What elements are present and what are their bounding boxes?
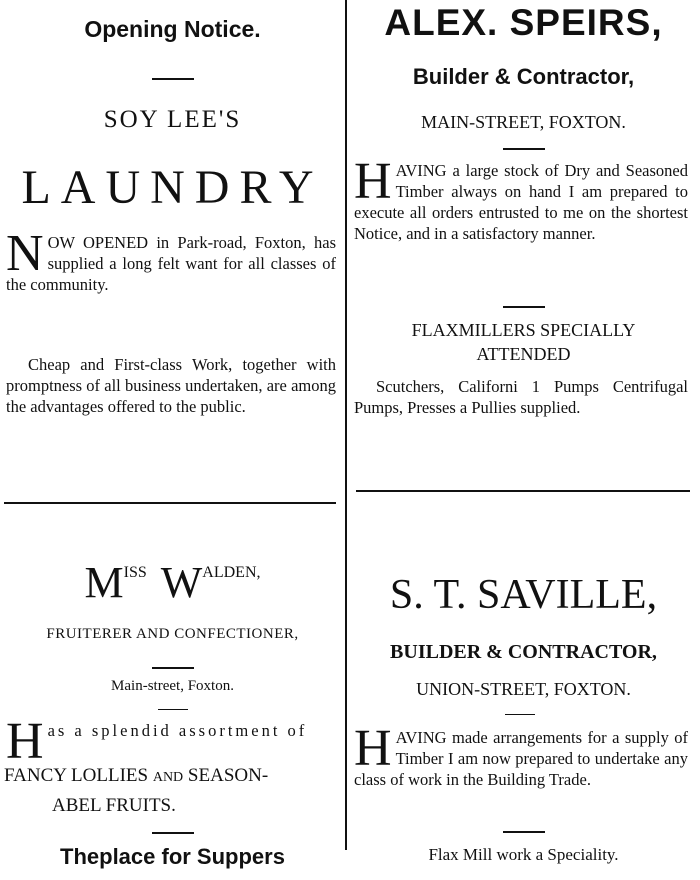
divider-rule	[503, 306, 545, 308]
flaxmillers-line-2: ATTENDED	[476, 344, 571, 364]
saville-trade: BUILDER & CONTRACTOR,	[390, 641, 657, 663]
section-rule	[356, 490, 690, 492]
divider-rule	[152, 667, 194, 669]
miss-walden-advertisement	[0, 505, 345, 880]
saville-paragraph-text: AVING made arrangements for a supply of Timber I am now prepared to undertake any class of work in the Building Trade.	[354, 728, 688, 789]
season-text: SEASON-	[183, 765, 269, 786]
walden-name	[0, 557, 345, 608]
divider-rule	[505, 714, 535, 715]
flaxmillers-line-1: FLAXMILLERS SPECIALLY	[411, 320, 636, 340]
lollies-text: FANCY LOLLIES	[4, 765, 153, 786]
divider-rule	[503, 148, 545, 150]
soy-lee-opening-paragraph	[6, 225, 336, 295]
section-rule	[4, 502, 336, 504]
walden-footer: Theplace for Suppers	[60, 844, 285, 869]
speirs-timber-paragraph	[354, 153, 688, 244]
speirs-name: ALEX. SPEIRS,	[384, 2, 663, 43]
saville-name: S. T. SAVILLE,	[389, 572, 658, 618]
saville-address: UNION-STREET, FOXTON.	[416, 679, 631, 699]
walden-fancy-lollies-line	[4, 765, 340, 787]
drop-cap: H	[354, 720, 392, 777]
walden-assortment-line	[6, 713, 336, 770]
saville-footer: Flax Mill work a Speciality.	[428, 845, 619, 864]
divider-rule	[158, 709, 188, 710]
drop-cap: H	[6, 713, 44, 770]
soy-lee-advantages-paragraph: Cheap and First-class Work, together with promptness of all business undertaken, are among the advantages offered to the public.	[6, 355, 336, 416]
opening-notice-heading: Opening Notice.	[84, 16, 261, 42]
walden-trade: FRUITERER AND CONFECTIONER,	[46, 626, 299, 642]
st-saville-advertisement	[347, 505, 700, 880]
walden-name-m: M	[84, 558, 124, 607]
soy-lee-paragraph-text: OW OPENED in Park-road, Foxton, has supplied a long felt want for all classes of the community.	[6, 233, 336, 294]
divider-rule	[503, 831, 545, 833]
soy-lee-advertisement	[0, 0, 345, 505]
soy-lee-name: SOY LEE'S	[103, 106, 242, 133]
speirs-pumps-paragraph: Scutchers, Californi 1 Pumps Centrifugal Pumps, Presses a Pullies supplied.	[354, 377, 688, 417]
alex-speirs-advertisement	[347, 0, 700, 505]
drop-cap: H	[354, 153, 392, 210]
walden-assortment-text: as a splendid assortment of	[47, 721, 308, 740]
walden-name-iss: ISS	[123, 564, 147, 581]
saville-timber-paragraph	[354, 720, 688, 790]
walden-address: Main-street, Foxton.	[111, 678, 234, 694]
walden-name-w: W	[160, 558, 203, 607]
speirs-trade: Builder & Contractor,	[412, 64, 635, 89]
walden-fruits-line: ABEL FRUITS.	[52, 795, 176, 816]
speirs-address: MAIN-STREET, FOXTON.	[421, 112, 626, 132]
drop-cap: N	[6, 225, 44, 282]
divider-rule	[152, 832, 194, 834]
speirs-paragraph-text: AVING a large stock of Dry and Seasoned Timber always on hand I am prepared to execute all orders entrusted to me on the shortest Notice, and in a satisfactory manner.	[354, 161, 688, 243]
divider-rule	[152, 78, 194, 80]
walden-name-alden: ALDEN,	[202, 564, 261, 581]
and-text: AND	[152, 770, 184, 785]
laundry-title: LAUNDRY	[21, 161, 324, 214]
